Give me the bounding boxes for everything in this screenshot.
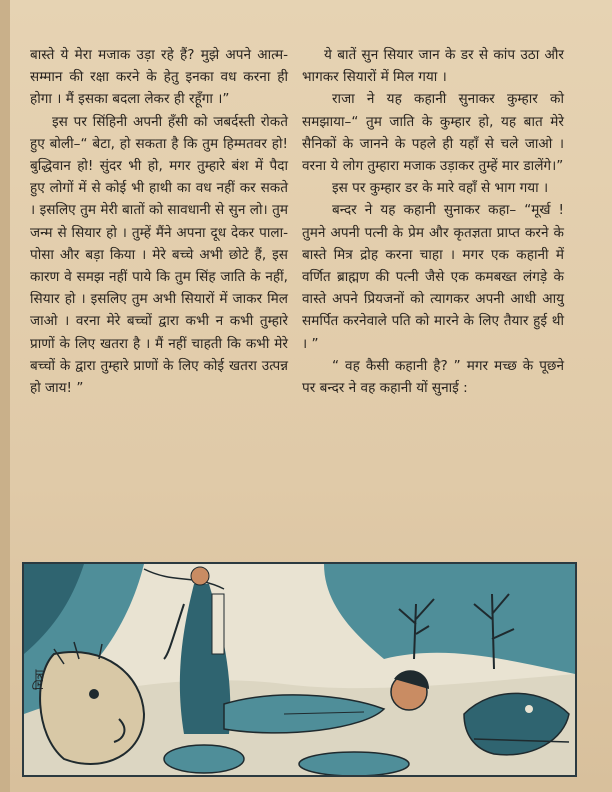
right-paragraph-5: “ वह कैसी कहानी है? ” मगर मच्छ के पूछने पर बन्दर ने वह कहानी यों सुनाई :: [302, 357, 564, 397]
illustration-artwork: [24, 564, 575, 775]
story-illustration: [22, 562, 577, 777]
artist-signature: चित्रा: [32, 669, 46, 690]
right-paragraph-3: इस पर कुम्हार डर के मारे वहाँ से भाग गया ।: [332, 180, 549, 197]
page-edge: [0, 0, 10, 792]
left-paragraph-1: बास्ते ये मेरा मजाक उड़ा रहे हैं? मुझे अपने आत्म-सम्मान की रक्षा करने के हेतु इनका वध करना ही होगा । मैं इसका बदला लेकर ही रहूँगा ।”: [30, 47, 288, 108]
left-paragraph-2: इस पर सिंहिनी अपनी हँसी को जबर्दस्ती रोकते हुए बोली–“ बेटा, हो सकता है कि तुम हिम्मतवर हो! बुद्धिवान हो! सुंदर भी हो, मगर तुम्हारे बंश में पैदा हुए लोगों में से कोई भी हाथी का वध नहीं कर सकते । इसलिए तुम मेरी बातों को सावधानी से सुन लो। तुम जन्म से सियार हो । तुम्हें मैंने अपना दूध देकर पाला-पोसा और बड़ा किया । मेरे बच्चे अभी छोटे हैं, इस कारण वे समझ नहीं पाये कि तुम सिंह जाति के नहीं, सियार हो । इसलिए तुम अभी सियारों में जाकर मिल जाओ । वरना मेरे बच्चों द्वारा कभी न कभी तुम्हारे प्राणों के लिए खतरा है । मैं नहीं चाहती कि कभी मेरे बच्चों के द्वारा तुम्हारे प्राणों के लिए कोई खतरा उत्पन्न हो जाय! ”: [30, 113, 288, 397]
right-text-column: [302, 44, 564, 399]
left-text-column: [30, 44, 288, 399]
right-paragraph-4: बन्दर ने यह कहानी सुनाकर कहा– “मूर्ख ! तुमने अपनी पत्नी के प्रेम और कृतज्ञता प्राप्त करने के बास्ते मित्र द्रोह करना चाहा । मगर एक कहानी में वर्णित ब्राह्मण की पत्नी जैसे एक कमबख्त लंगड़े के वास्ते अपने प्रियजनों को त्यागकर अपनी आधी आयु समर्पित करनेवाले पति को मारने के लिए तैयार हुई थी । ”: [302, 202, 564, 352]
right-paragraph-2: राजा ने यह कहानी सुनाकर कुम्हार को समझाया–“ तुम जाति के कुम्हार हो, यह बात मेरे सैनिकों के जानने के पहले ही यहाँ से चले जाओ । वरना ये लोग तुम्हारा मजाक उड़ाकर तुम्हें मार डालेंगे।”: [302, 91, 564, 175]
right-paragraph-1: ये बातें सुन सियार जान के डर से कांप उठा और भागकर सियारों में मिल गया ।: [302, 47, 564, 86]
